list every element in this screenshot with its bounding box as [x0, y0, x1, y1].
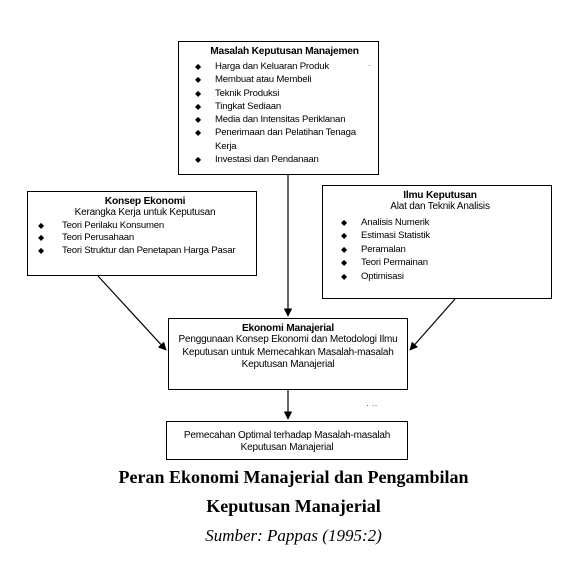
list-item: ◆ Teknik Produksi: [195, 87, 280, 99]
bullet-diamond-icon: ◆: [195, 101, 201, 111]
bullet-diamond-icon: ◆: [38, 233, 44, 243]
bullet-diamond-icon: ◆: [341, 231, 347, 241]
decision-sciences-subtitle: Alat dan Teknik Analisis: [390, 201, 490, 212]
bullet-diamond-icon: ◆: [341, 271, 347, 281]
bullet-diamond-icon: ◆: [341, 218, 347, 227]
decision-problems-box: [178, 41, 379, 175]
list-item: ◆ Tingkat Sediaan: [195, 100, 281, 112]
list-item: ◆ Membuat atau Membeli: [195, 74, 312, 86]
economic-concepts-title: Konsep Ekonomi: [104, 196, 186, 207]
list-item: ◆ Estimasi Statistik: [341, 230, 430, 242]
economic-concepts-box: [27, 191, 257, 276]
decision-sciences-box: [322, 185, 552, 299]
bullet-diamond-icon: ◆: [341, 244, 347, 254]
list-item: ◆ Penerimaan dan Pelatihan Tenaga Kerja: [195, 127, 356, 152]
arrow-right-to-middle: [410, 299, 455, 350]
scan-speck: .: [368, 58, 371, 68]
figure-source: Sumber: Pappas (1995:2): [205, 526, 382, 545]
optimal-solution-box: [166, 421, 408, 460]
list-item: ◆ Teori Perusahaan: [38, 232, 134, 244]
decision-sciences-title: Ilmu Keputusan: [403, 190, 477, 201]
decision-sciences-list: [331, 216, 549, 283]
figure-title-line-1: Peran Ekonomi Manajerial dan Pengambilan: [118, 467, 469, 487]
managerial-economics-description: Penggunaan Konsep Ekonomi dan Metodologi Ilmu Keputusan untuk Memecahkan Masalah-masalah Keputusan Manajerial: [178, 334, 398, 371]
economic-concepts-list: [36, 220, 254, 257]
managerial-economics-title: Ekonomi Manajerial: [241, 323, 335, 334]
bullet-diamond-icon: ◆: [195, 155, 201, 165]
list-item: ◆ Analisis Numerik: [341, 217, 430, 228]
list-item: ◆ Harga dan Keluaran Produk: [195, 61, 329, 72]
list-item: ◆ Teori Permainan: [341, 257, 428, 269]
bullet-diamond-icon: ◆: [195, 88, 201, 98]
list-item: ◆ Optimisasi: [341, 270, 404, 282]
bullet-diamond-icon: ◆: [195, 62, 201, 71]
list-item: ◆ Peramalan: [341, 243, 406, 255]
economic-concepts-subtitle: Kerangka Kerja untuk Keputusan: [74, 207, 216, 218]
list-item: ◆ Investasi dan Pendanaan: [195, 154, 319, 166]
list-item: ◆ Teori Struktur dan Penetapan Harga Pasar: [38, 244, 236, 256]
bullet-diamond-icon: ◆: [195, 128, 201, 138]
arrow-left-to-middle: [98, 276, 166, 350]
list-item: ◆ Teori Perilaku Konsumen: [38, 220, 165, 231]
bullet-diamond-icon: ◆: [38, 221, 44, 230]
bullet-diamond-icon: ◆: [38, 245, 44, 255]
managerial-economics-box: [168, 318, 408, 390]
bullet-diamond-icon: ◆: [341, 258, 347, 268]
decision-problems-list: [193, 60, 376, 166]
list-item: ◆ Media dan Intensitas Periklanan: [195, 114, 346, 126]
bullet-diamond-icon: ◆: [195, 115, 201, 125]
optimal-solution-text: Pemecahan Optimal terhadap Masalah-masalah Keputusan Manajerial: [183, 430, 391, 453]
scan-speck: · ··: [366, 400, 378, 410]
figure-title-line-2: Keputusan Manajerial: [206, 496, 381, 516]
decision-problems-title: Masalah Keputusan Manajemen: [210, 46, 359, 57]
bullet-diamond-icon: ◆: [195, 75, 201, 85]
